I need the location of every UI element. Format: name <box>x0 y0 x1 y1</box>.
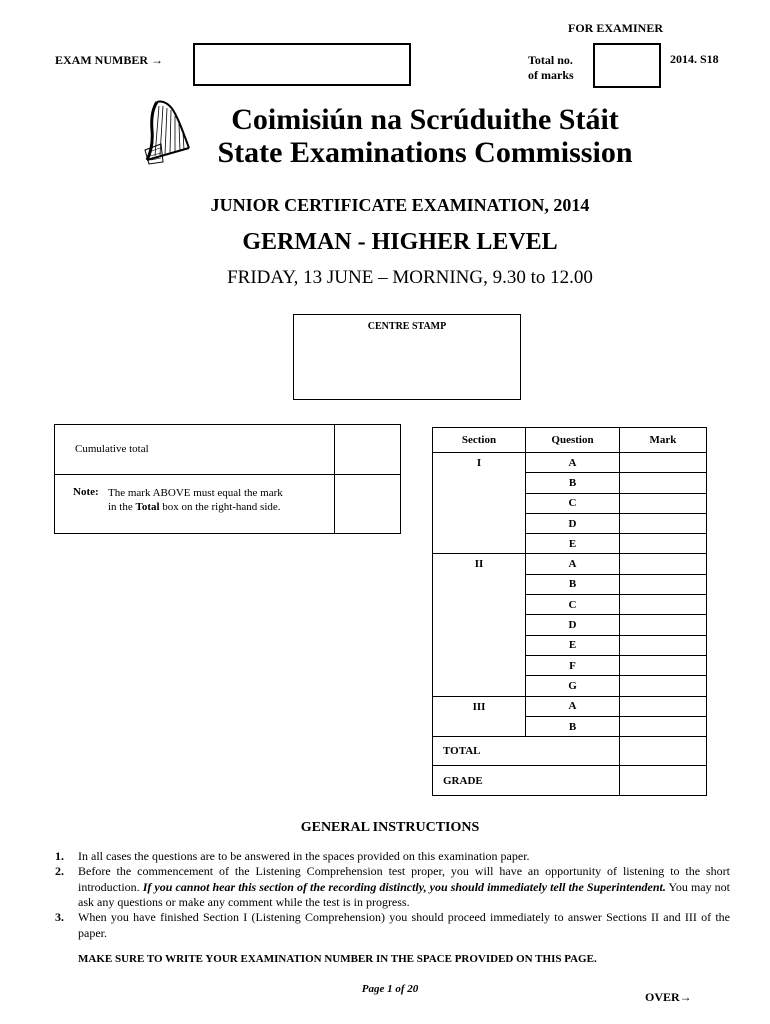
total-marks-label-line2: of marks <box>528 68 574 82</box>
instruction-emphasis: If you cannot hear this section of the recording distinctly, you should immediately tell the Superintendent. <box>142 879 666 894</box>
harp-logo-icon <box>143 98 201 166</box>
instruction-number: 2. <box>55 864 64 878</box>
grade-row <box>433 766 707 796</box>
instruction-number: 1. <box>55 849 64 863</box>
mark-cell[interactable] <box>620 716 707 736</box>
question-cell: D <box>526 615 620 635</box>
grade-label: GRADE <box>433 766 620 796</box>
section-cell-3: III <box>433 696 526 737</box>
total-marks-field[interactable] <box>593 43 661 88</box>
table-header-row <box>433 428 707 453</box>
mark-cell[interactable] <box>620 676 707 696</box>
total-label: TOTAL <box>433 737 620 766</box>
grade-cell[interactable] <box>620 766 707 796</box>
total-marks-label <box>528 53 574 83</box>
mark-cell[interactable] <box>620 635 707 655</box>
instruction-item <box>55 864 730 911</box>
total-marks-label-line1: Total no. <box>528 53 573 67</box>
instruction-item <box>55 849 730 865</box>
centre-stamp-box[interactable] <box>293 314 521 400</box>
table-divider <box>334 425 335 533</box>
note-text-part: in the <box>108 501 136 513</box>
instruction-text <box>78 864 730 911</box>
section-cell-1: I <box>433 453 526 554</box>
over-label: OVER→ <box>645 990 692 1004</box>
organisation-name <box>200 103 650 169</box>
instruction-text: When you have finished Section I (Listening Comprehension) you should proceed immediately to answer Sections II and III of the paper. <box>78 910 730 940</box>
mark-cell[interactable] <box>620 534 707 554</box>
mark-cell[interactable] <box>620 493 707 513</box>
question-cell: A <box>526 554 620 574</box>
note-text-part: box on the right-hand side. <box>159 501 281 513</box>
table-row <box>433 554 707 574</box>
exam-title: JUNIOR CERTIFICATE EXAMINATION, 2014 <box>210 195 590 215</box>
column-header-mark: Mark <box>620 428 707 453</box>
table-row <box>433 453 707 473</box>
table-divider <box>55 474 400 475</box>
total-mark-cell[interactable] <box>620 737 707 766</box>
question-cell: C <box>526 493 620 513</box>
mark-cell[interactable] <box>620 554 707 574</box>
total-row <box>433 737 707 766</box>
organisation-name-irish: Coimisiún na Scrúduithe Stáit <box>231 103 619 136</box>
instruction-text-part: You may not ask any questions or make any comment while the test is in progress. <box>78 879 730 909</box>
question-cell: A <box>526 696 620 716</box>
question-cell: E <box>526 534 620 554</box>
question-cell: A <box>526 453 620 473</box>
exam-number-label: EXAM NUMBER → <box>55 53 163 67</box>
subject-title: GERMAN - HIGHER LEVEL <box>242 229 558 255</box>
table-row <box>433 696 707 716</box>
question-cell: B <box>526 716 620 736</box>
mark-cell[interactable] <box>620 453 707 473</box>
mark-cell[interactable] <box>620 595 707 615</box>
note-text-line1: The mark ABOVE must equal the mark <box>108 487 283 499</box>
column-header-question: Question <box>526 428 620 453</box>
note-text-bold: Total <box>135 501 160 513</box>
mark-cell[interactable] <box>620 473 707 493</box>
note-text <box>108 486 328 514</box>
instruction-number: 3. <box>55 910 64 924</box>
mark-cell[interactable] <box>620 513 707 533</box>
exam-number-field[interactable] <box>193 43 411 86</box>
general-instructions-heading: GENERAL INSTRUCTIONS <box>300 820 480 835</box>
instruction-item <box>55 910 730 941</box>
question-cell: C <box>526 595 620 615</box>
exam-date-time: FRIDAY, 13 JUNE – MORNING, 9.30 to 12.00 <box>227 267 593 288</box>
marks-table <box>432 427 707 796</box>
page-number: Page 1 of 20 <box>361 983 419 995</box>
mark-cell[interactable] <box>620 574 707 594</box>
note-label: Note: <box>73 486 99 498</box>
instruction-text: In all cases the questions are to be answered in the spaces provided on this examination paper. <box>78 849 530 863</box>
mark-cell[interactable] <box>620 655 707 675</box>
centre-stamp-label: CENTRE STAMP <box>367 321 447 332</box>
question-cell: G <box>526 676 620 696</box>
paper-code: 2014. S18 <box>670 52 719 66</box>
for-examiner-label: FOR EXAMINER <box>568 21 663 35</box>
section-cell-2: II <box>433 554 526 696</box>
organisation-name-english: State Examinations Commission <box>217 136 633 169</box>
question-cell: D <box>526 513 620 533</box>
question-cell: B <box>526 473 620 493</box>
question-cell: B <box>526 574 620 594</box>
question-cell: E <box>526 635 620 655</box>
exam-number-reminder: MAKE SURE TO WRITE YOUR EXAMINATION NUMBER IN THE SPACE PROVIDED ON THIS PAGE. <box>78 953 597 965</box>
cumulative-total-table <box>54 424 401 534</box>
cumulative-total-label: Cumulative total <box>75 443 149 455</box>
mark-cell[interactable] <box>620 696 707 716</box>
instruction-text-part: Before the commencement of the Listening Comprehension test proper, you will have an opportunity of listening to the short introduction. <box>78 864 730 894</box>
column-header-section: Section <box>433 428 526 453</box>
mark-cell[interactable] <box>620 615 707 635</box>
question-cell: F <box>526 655 620 675</box>
